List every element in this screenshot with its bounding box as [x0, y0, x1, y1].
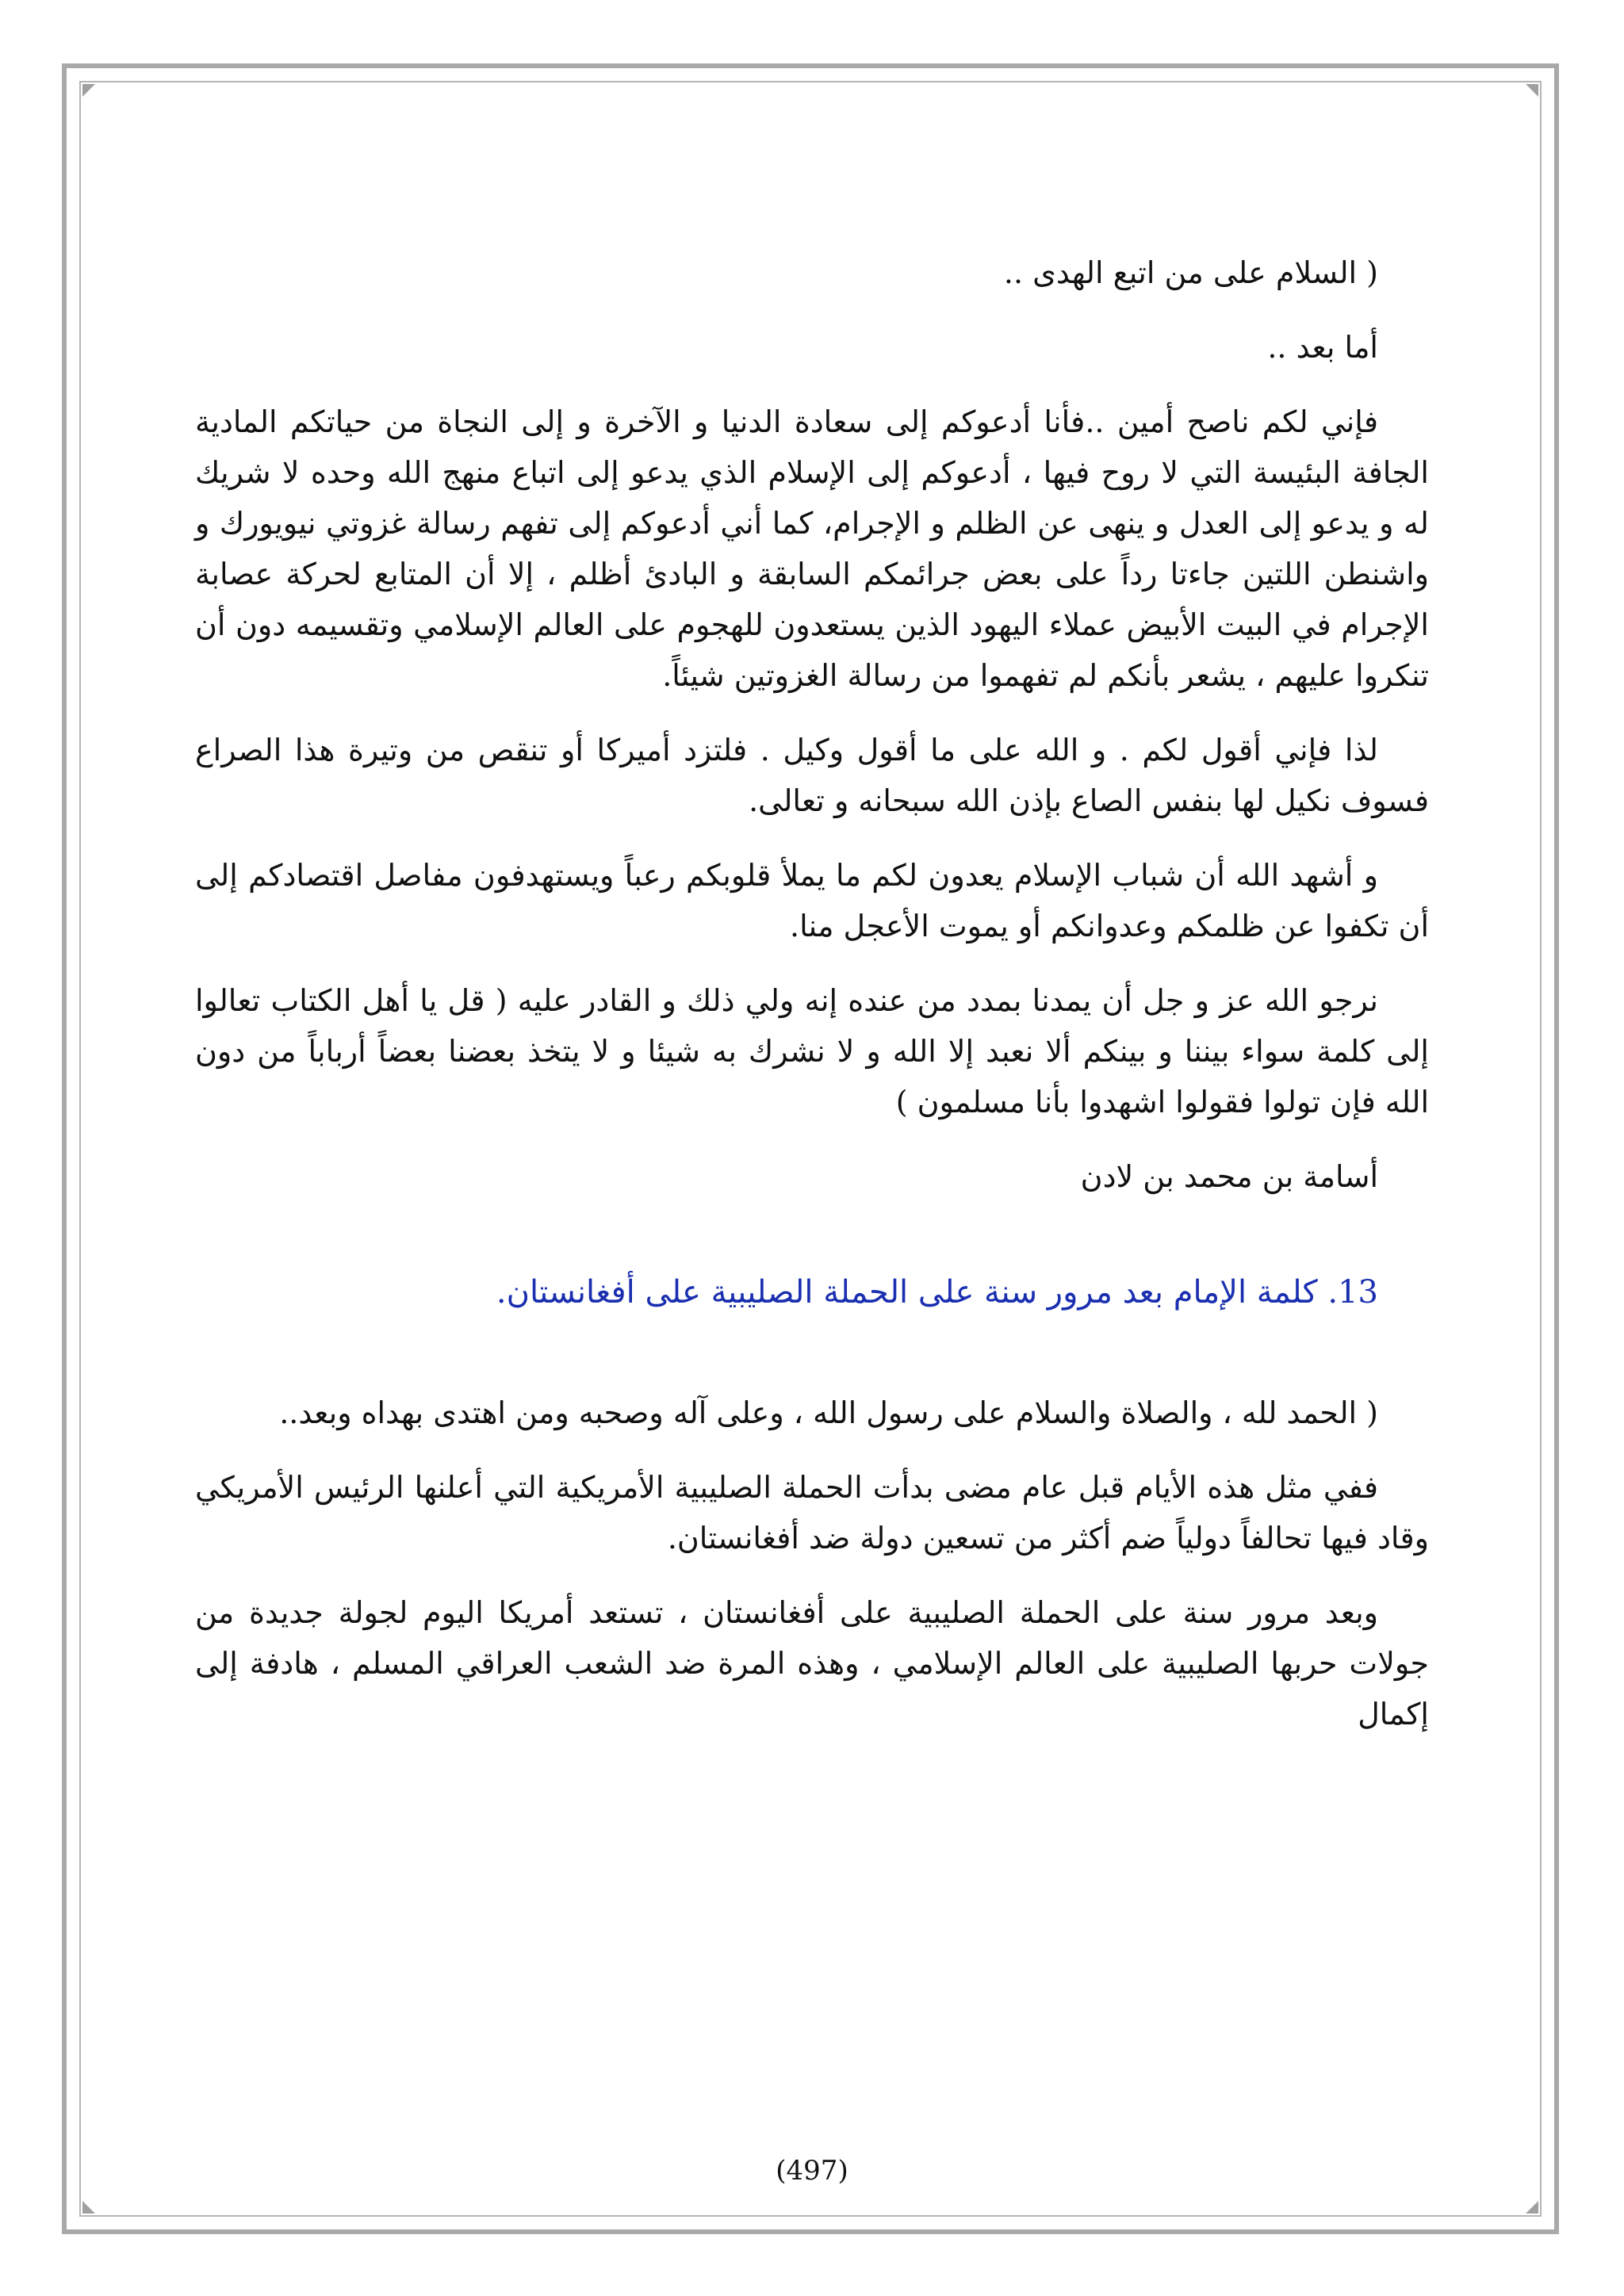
greeting-line: ( السلام على من اتبع الهدى .. — [1003, 255, 1378, 290]
signature: أسامة بن محمد بن لادن — [1080, 1159, 1378, 1194]
frame-corner-bottom-left — [82, 2201, 95, 2214]
frame-corner-bottom-right — [1526, 2201, 1538, 2214]
body-paragraph: فإني لكم ناصح أمين ..فأنا أدعوكم إلى سعادة الدنيا و الآخرة و إلى النجاة من حياتكم المادية الجافة البئيسة التي لا روح فيها ، أدعوكم إلى الإسلام الذي يدعو إلى اتباع منهج الله وحده لا شريك له و يدعو إلى العدل و ينهى عن الظلم و الإجرام، كما أني أدعوكم إلى تفهم رسالة غزوتي نيويورك و واشنطن اللتين جاءتا رداً على بعض جرائمكم السابقة و البادئ أظلم ، إلا أن المتابع لحركة عصابة الإجرام في البيت الأبيض عملاء اليهود الذين يستعدون للهجوم على العالم الإسلامي وتقسيمه دون أن تنكروا عليهم ، يشعر بأنكم لم تفهموا من رسالة الغزوتين شيئاً. — [195, 404, 1429, 693]
section-opening-line: ( الحمد لله ، والصلاة والسلام على رسول الله ، وعلى آله وصحبه ومن اهتدى بهداه وبعد.. — [279, 1395, 1378, 1430]
frame-corner-top-right — [1526, 84, 1538, 97]
section-paragraph: ففي مثل هذه الأيام قبل عام مضى بدأت الحملة الصليبية الأمريكية التي أعلنها الرئيس الأمريكي وقاد فيها تحالفاً دولياً ضم أكثر من تسعين دولة ضد أفغانستان. — [195, 1470, 1429, 1556]
page-number: (497) — [776, 2155, 848, 2187]
body-paragraph: لذا فإني أقول لكم . و الله على ما أقول وكيل . فلتزد أميركا أو تنقص من وتيرة هذا الصراع فسوف نكيل لها بنفس الصاع بإذن الله سبحانه و تعالى. — [195, 733, 1429, 818]
body-paragraph: و أشهد الله أن شباب الإسلام يعدون لكم ما يملأ قلوبكم رعباً ويستهدفون مفاصل اقتصادكم إلى أن تكفوا عن ظلمكم وعدوانكم أو يموت الأعجل منا. — [195, 858, 1429, 943]
salutation-line: أما بعد .. — [1267, 330, 1378, 365]
section-paragraph: وبعد مرور سنة على الحملة الصليبية على أفغانستان ، تستعد أمريكا اليوم لجولة جديدة من جولات حربها الصليبية على العالم الإسلامي ، وهذه المرة ضد الشعب العراقي المسلم ، هادفة إلى إكمال — [195, 1595, 1430, 1732]
body-paragraph: نرجو الله عز و جل أن يمدنا بمدد من عنده إنه ولي ذلك و القادر عليه ( قل يا أهل الكتاب تعالوا إلى كلمة سواء بيننا و بينكم ألا نعبد إلا الله و لا نشرك به شيئا و لا يتخذ بعضنا بعضاً أرباباً من دون الله فإن تولوا فقولوا اشهدوا بأنا مسلمون ) — [195, 983, 1429, 1119]
document-body — [195, 247, 1429, 1763]
section-heading: 13. كلمة الإمام بعد مرور سنة على الحملة الصليبية على أفغانستان. — [496, 1274, 1378, 1311]
frame-corner-top-left — [82, 84, 95, 97]
